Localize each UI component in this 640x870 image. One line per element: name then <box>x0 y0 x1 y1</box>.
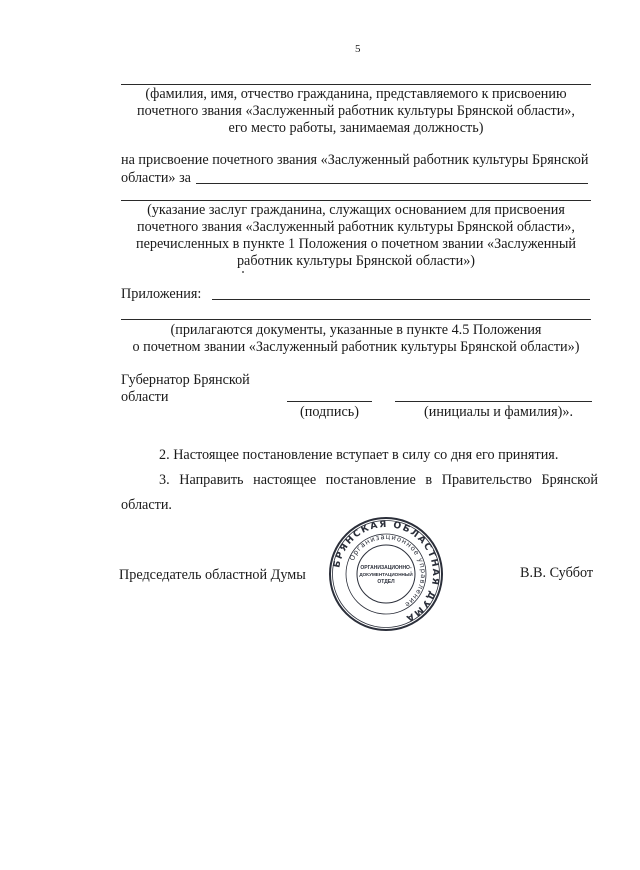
fill-line-merits-1 <box>196 183 588 184</box>
seal-center-line-3: ОТДЕЛ <box>377 579 395 585</box>
fill-line-initials <box>395 401 592 402</box>
caption-attachments-line-1: (прилагаются документы, указанные в пункте 4.5 Положения <box>170 322 542 338</box>
caption-nominee-line-3: его место работы, занимаемая должность) <box>228 120 484 136</box>
fill-line-signature <box>287 401 372 402</box>
caption-merits-line-2: почетного звания «Заслуженный работник культуры Брянской области», <box>137 219 575 235</box>
chairman-position: Председатель областной Думы <box>119 567 306 583</box>
governor-title-line-1: Губернатор Брянской <box>121 372 250 388</box>
caption-nominee-line-2: почетного звания «Заслуженный работник культуры Брянской области», <box>137 103 575 119</box>
caption-merits-line-1: (указание заслуг гражданина, служащих основанием для присвоения <box>147 202 565 218</box>
clause-3-line-2: области. <box>121 497 172 513</box>
clause-2: 2. Настоящее постановление вступает в силу со дня его принятия. <box>159 447 559 463</box>
caption-nominee-line-1: (фамилия, имя, отчество гражданина, представляемого к присвоению <box>145 86 567 102</box>
merits-intro-line-1: на присвоение почетного звания «Заслуженный работник культуры Брянской <box>121 152 589 168</box>
caption-merits-line-4: работник культуры Брянской области») <box>236 253 476 269</box>
seal-center-line-2: ДОКУМЕНТАЦИОННЫЙ <box>359 572 413 577</box>
attachments-label: Приложения: <box>121 286 202 302</box>
seal-outer-text: БРЯНСКАЯ ОБЛАСТНАЯ ДУМА <box>331 518 442 625</box>
fill-line-attachments-2 <box>121 319 591 320</box>
merits-intro-line-2: области» за <box>121 170 191 186</box>
clause-3-line-1: 3. Направить настоящее постановление в Правительство Брянской <box>159 472 598 488</box>
seal-inner-text: Организационное управление <box>347 532 428 610</box>
seal-center-line-1: ОРГАНИЗАЦИОННО- <box>360 565 412 571</box>
caption-signature: (подпись) <box>300 404 359 420</box>
fill-line-attachments-1 <box>212 299 590 300</box>
caption-attachments-line-2: о почетном звании «Заслуженный работник культуры Брянской области») <box>132 339 580 355</box>
chairman-name: В.В. Суббот <box>520 565 594 581</box>
page-number: 5 <box>355 43 361 55</box>
scan-speck <box>242 271 244 273</box>
official-seal <box>328 516 444 632</box>
governor-title-line-2: области <box>121 389 169 405</box>
caption-initials: (инициалы и фамилия)». <box>424 404 574 420</box>
caption-merits-line-3: перечисленных в пункте 1 Положения о почетном звании «Заслуженный <box>135 236 577 252</box>
